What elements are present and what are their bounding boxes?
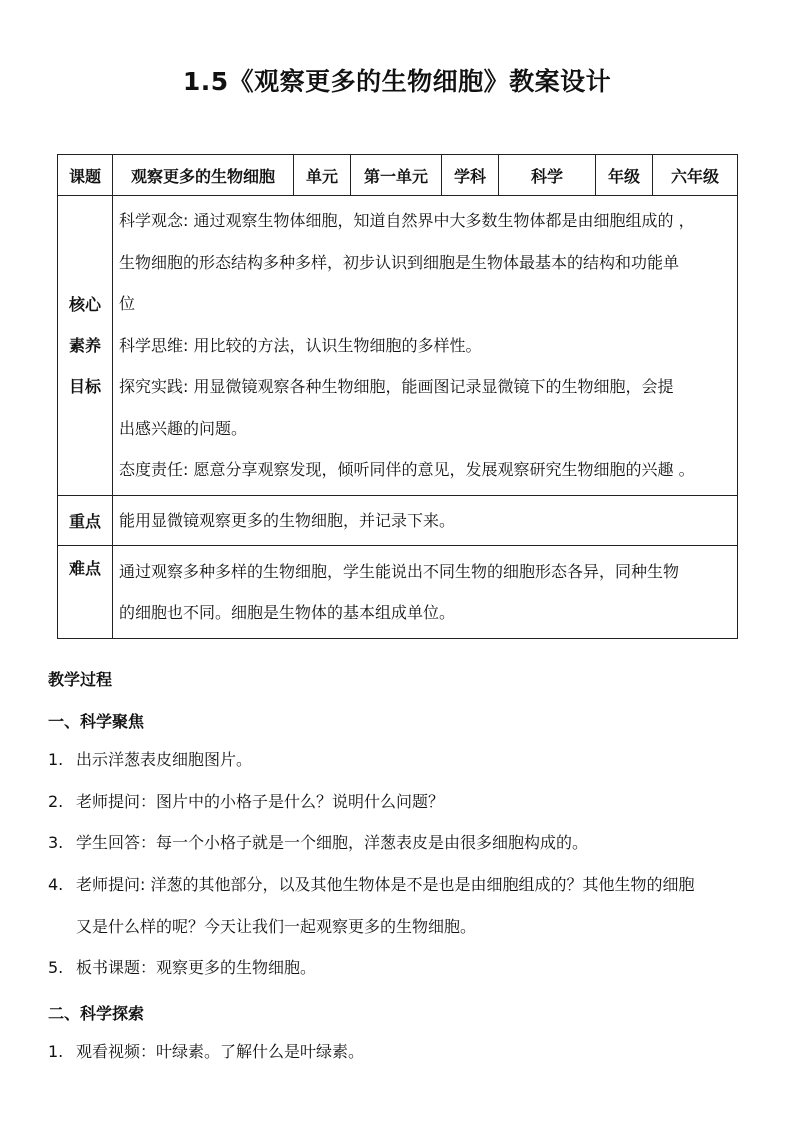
item-number: 1. bbox=[48, 1042, 64, 1061]
subject-label: 学科 bbox=[442, 155, 499, 196]
key-point-content: 能用显微镜观察更多的生物细胞，并记录下来。 bbox=[113, 495, 738, 546]
item-text: 观看视频：叶绿素。了解什么是叶绿素。 bbox=[76, 1042, 365, 1061]
unit-label: 单元 bbox=[294, 155, 351, 196]
unit-value: 第一单元 bbox=[351, 155, 442, 196]
core-line: 科学观念: 通过观察生物体细胞，知道自然界中大多数生物体都是由细胞组成的 ， bbox=[119, 211, 695, 230]
difficulty-line: 的细胞也不同。细胞是生物体的基本组成单位。 bbox=[119, 603, 456, 622]
key-point-row bbox=[58, 495, 738, 546]
item-number: 2. bbox=[48, 792, 64, 811]
page-title: 1.5《观察更多的生物细胞》教案设计 bbox=[182, 67, 612, 96]
item-number: 1. bbox=[48, 750, 64, 769]
list-item bbox=[48, 739, 748, 781]
core-line: 态度责任: 愿意分享观察发现，倾听同伴的意见，发展观察研究生物细胞的兴趣 。 bbox=[119, 460, 695, 479]
item-number: 5. bbox=[48, 958, 64, 977]
item-number: 3. bbox=[48, 833, 64, 852]
item-text: 老师提问: 洋葱的其他部分，以及其他生物体是不是也是由细胞组成的？其他生物的细胞 bbox=[76, 875, 695, 894]
grade-value: 六年级 bbox=[653, 155, 738, 196]
core-goals-row bbox=[58, 196, 738, 496]
core-line: 出感兴趣的问题。 bbox=[119, 418, 248, 438]
subject-value: 科学 bbox=[499, 155, 596, 196]
list-item bbox=[48, 864, 748, 947]
list-item bbox=[48, 947, 748, 989]
difficulty-line: 通过观察多种多样的生物细胞，学生能说出不同生物的细胞形态各异，同种生物 bbox=[119, 561, 680, 581]
lesson-info-table bbox=[57, 154, 738, 639]
key-point-label: 重点 bbox=[58, 495, 113, 546]
item-text: 老师提问：图片中的小格子是什么？说明什么问题？ bbox=[76, 792, 445, 811]
topic-value: 观察更多的生物细胞 bbox=[113, 155, 294, 196]
item-number: 4. bbox=[48, 875, 64, 894]
core-goals-content bbox=[113, 196, 738, 496]
core-line: 科学思维: 用比较的方法，认识生物细胞的多样性。 bbox=[119, 335, 482, 355]
core-line: 探究实践: 用显微镜观察各种生物细胞，能画图记录显微镜下的生物细胞，会提 bbox=[119, 377, 674, 396]
section2-heading: 二、科学探索 bbox=[48, 1004, 145, 1023]
core-label-line: 素养 bbox=[68, 335, 101, 355]
grade-label: 年级 bbox=[596, 155, 653, 196]
core-label-line: 核心 bbox=[68, 294, 101, 314]
list-item bbox=[48, 781, 748, 823]
difficulty-label: 难点 bbox=[58, 546, 113, 639]
list-item bbox=[48, 1031, 748, 1073]
core-label-line: 目标 bbox=[68, 376, 101, 396]
core-line: 位 bbox=[119, 294, 136, 313]
difficulty-row bbox=[58, 546, 738, 639]
process-heading: 教学过程 bbox=[48, 670, 113, 689]
item-text: 学生回答：每一个小格子就是一个细胞，洋葱表皮是由很多细胞构成的。 bbox=[76, 833, 589, 852]
core-goals-label bbox=[58, 196, 113, 496]
core-line: 生物细胞的形态结构多种多样，初步认识到细胞是生物体最基本的结构和功能单 bbox=[119, 252, 680, 272]
item-text: 板书课题：观察更多的生物细胞。 bbox=[76, 958, 317, 977]
list-item bbox=[48, 822, 748, 864]
difficulty-content bbox=[113, 546, 738, 639]
topic-label: 课题 bbox=[58, 155, 113, 196]
header-row bbox=[58, 155, 738, 196]
item-text: 出示洋葱表皮细胞图片。 bbox=[76, 750, 253, 769]
item-text-continued: 又是什么样的呢？今天让我们一起观察更多的生物细胞。 bbox=[76, 916, 477, 936]
section1-heading: 一、科学聚焦 bbox=[48, 712, 145, 731]
